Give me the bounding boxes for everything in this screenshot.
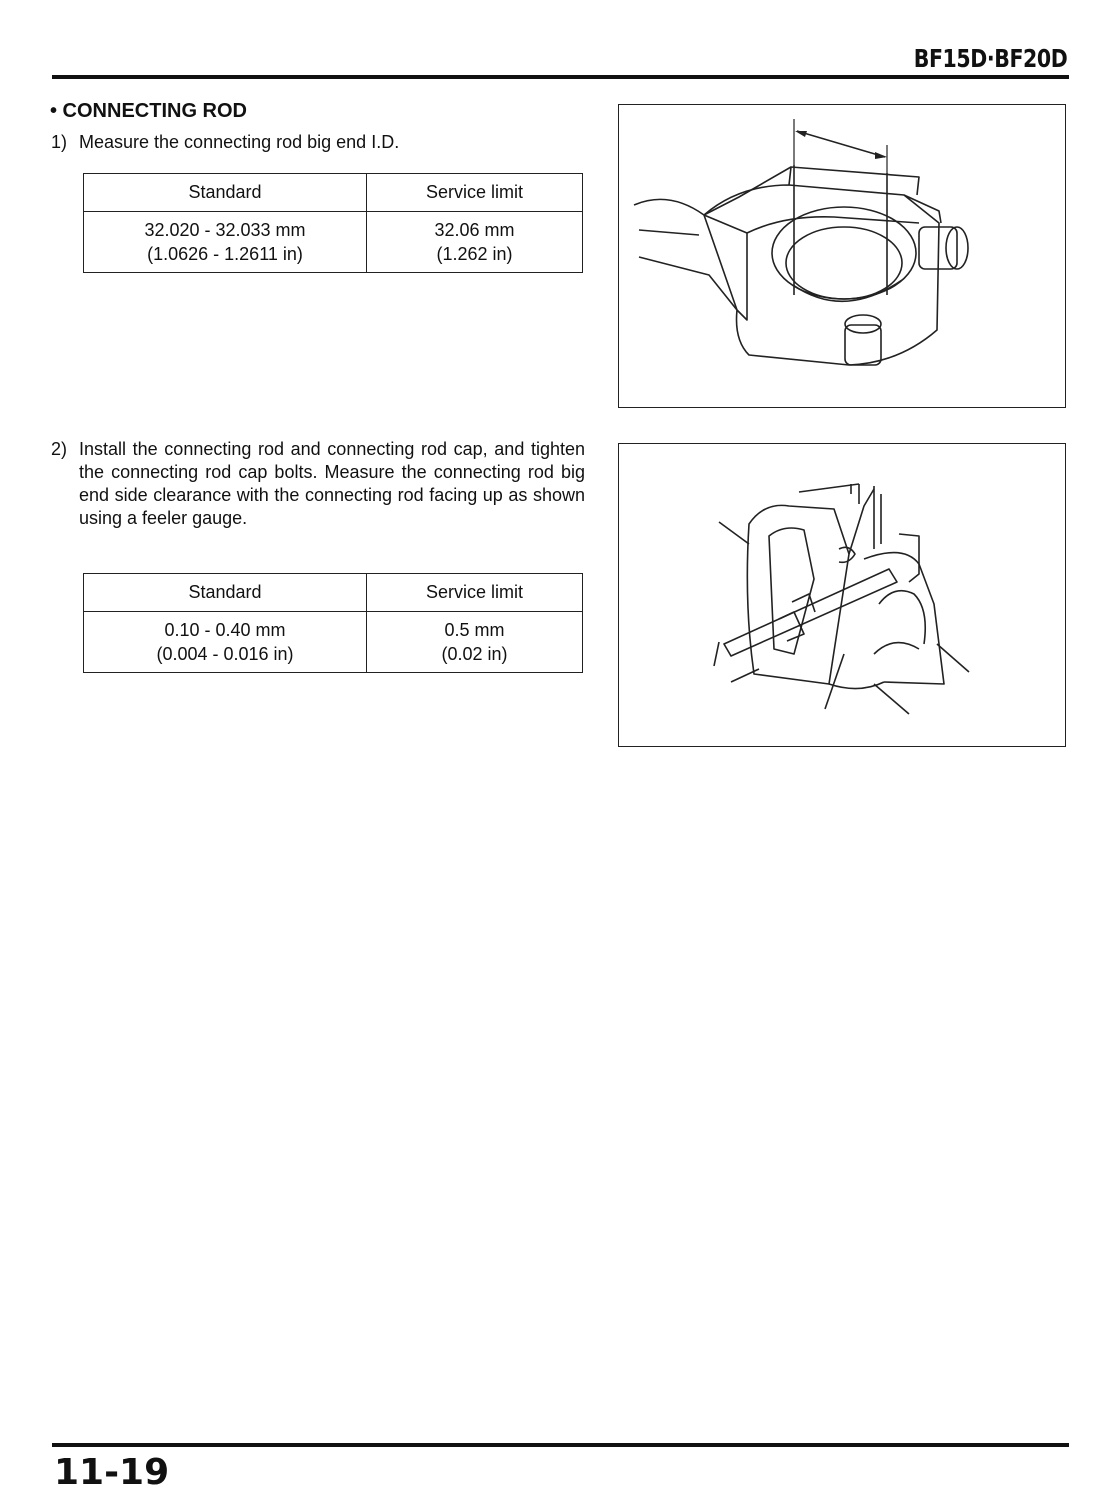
standard-value [84,612,367,673]
col-standard: Standard [84,174,367,212]
footer-rule [52,1443,1069,1447]
standard-in: (1.0626 - 1.2611 in) [147,244,303,264]
limit-in: (1.262 in) [436,244,513,264]
limit-in: (0.02 in) [441,644,508,664]
header-rule [52,75,1069,79]
step-1 [51,131,591,155]
standard-value [84,212,367,273]
connecting-rod-big-end-illustration [619,105,1065,407]
spec-table-side-clearance [83,573,583,673]
figure-big-end-id [618,104,1066,408]
service-limit-value [367,612,583,673]
page-number: 11-19 [54,1452,170,1493]
standard-mm: 32.020 - 32.033 mm [144,220,306,240]
step-2-number: 2) [51,439,68,459]
limit-mm: 0.5 mm [444,620,505,640]
standard-in: (0.004 - 0.016 in) [156,644,294,664]
model-header: BF15D·BF20D [913,44,1067,73]
step-2-text: Install the connecting rod and connecting rod cap, and tighten the connecting rod cap bolts. Measure the connecting rod big end side clearance with the connecting rod facing up as shown using a feeler gauge. [79,439,585,528]
figure-side-clearance [618,443,1066,747]
col-service-limit: Service limit [367,174,583,212]
step-1-number: 1) [51,132,68,152]
col-service-limit: Service limit [367,574,583,612]
feeler-gauge-illustration [619,444,1065,746]
spec-table-big-end-id [83,173,583,273]
service-limit-value [367,212,583,273]
section-title: • CONNECTING ROD [50,100,248,122]
step-2 [51,438,591,538]
standard-mm: 0.10 - 0.40 mm [164,620,286,640]
limit-mm: 32.06 mm [434,220,515,240]
col-standard: Standard [84,574,367,612]
step-1-text: Measure the connecting rod big end I.D. [79,132,400,152]
